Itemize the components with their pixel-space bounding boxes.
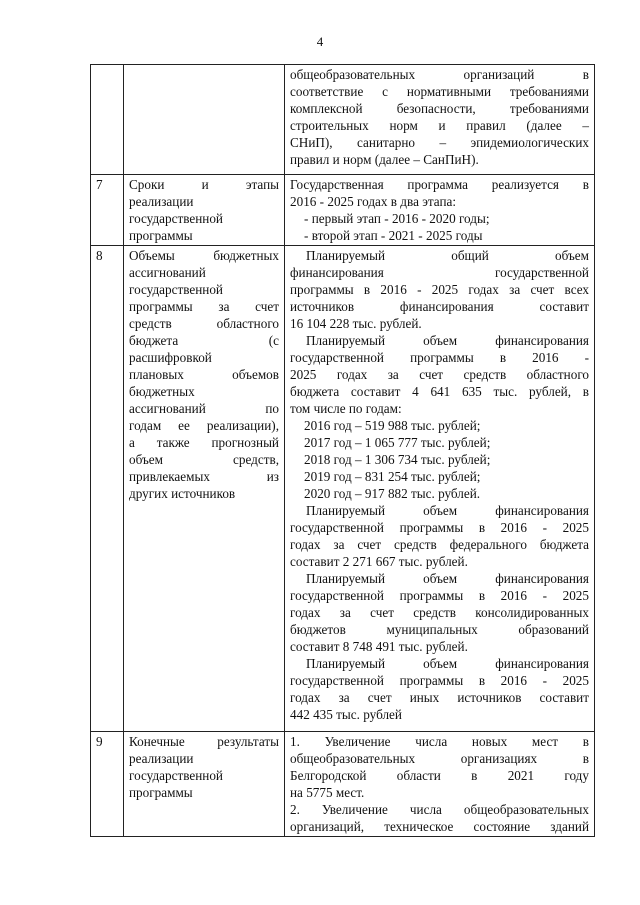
name-line: Объемы бюджетных: [129, 248, 279, 263]
content-line: 2020 год – 917 882 тыс. рублей.: [304, 486, 481, 501]
content-line: Планируемый объем финансирования: [306, 656, 589, 671]
name-line: ассигнований: [129, 265, 206, 280]
content-line: 2016 - 2025 годах в два этапа:: [290, 194, 457, 209]
content-line: 2019 год – 831 254 тыс. рублей;: [304, 469, 481, 484]
content-line: общеобразовательных организаций в: [290, 67, 589, 82]
content-line: программы в 2016 - 2025 годах за счет всех: [290, 282, 589, 297]
content-line: на 5775 мест.: [290, 785, 365, 800]
content-line: бюджета составит 4 641 635 тыс. рублей, в: [290, 384, 589, 399]
content-line: 442 435 тыс. рублей: [290, 707, 402, 722]
content-line: государственной программы в 2016 - 2025: [290, 588, 589, 603]
content-line: 2017 год – 1 065 777 тыс. рублей;: [304, 435, 491, 450]
content-line: источников финансирования составит: [290, 299, 589, 314]
content-line: государственной программы в 2016 - 2025: [290, 520, 589, 535]
name-line: Конечные результаты: [129, 734, 279, 749]
content-line: годах за счет средств федерального бюджета: [290, 537, 589, 552]
name-line: расшифровкой: [129, 350, 212, 365]
row-content-cell: [285, 65, 595, 175]
content-line: государственной программы в 2016 - 2025: [290, 673, 589, 688]
content-line: годах за счет средств консолидированных: [290, 605, 589, 620]
table-row-continued: [91, 65, 595, 175]
row-content-cell: [285, 732, 595, 837]
row-content-cell: [285, 246, 595, 732]
content-line: 1. Увеличение числа новых мест в: [290, 734, 589, 749]
name-line: годам ее реализации),: [129, 418, 279, 433]
name-line: государственной: [129, 282, 223, 297]
row-name-cell: [124, 175, 285, 246]
content-line: правил и норм (далее – СанПиН).: [290, 152, 479, 167]
name-line: других источников: [129, 486, 236, 501]
row-name-cell: [124, 732, 285, 837]
row-name-cell: [124, 65, 285, 175]
content-line: бюджетов муниципальных образований: [290, 622, 589, 637]
content-line: СНиП), санитарно – эпидемиологических: [290, 135, 589, 150]
content-line: Планируемый объем финансирования: [306, 503, 589, 518]
content-line: финансирования государственной: [290, 265, 589, 280]
name-line: государственной: [129, 211, 223, 226]
name-line: привлекаемых из: [129, 469, 279, 484]
content-line: комплексной безопасности, требованиями: [290, 101, 589, 116]
content-line: государственной программы в 2016 -: [290, 350, 589, 365]
name-line: Сроки и этапы: [129, 177, 279, 192]
content-line: Планируемый объем финансирования: [306, 333, 589, 348]
content-line: строительных норм и правил (далее –: [290, 118, 589, 133]
name-line: средств областного: [129, 316, 279, 331]
name-line: бюджета (с: [129, 333, 279, 348]
content-line: составит 2 271 667 тыс. рублей.: [290, 554, 468, 569]
content-line: годах за счет иных источников составит: [290, 690, 589, 705]
row-content-cell: [285, 175, 595, 246]
name-line: реализации: [129, 194, 194, 209]
content-line: Планируемый объем финансирования: [306, 571, 589, 586]
row-number-cell: 8: [91, 246, 124, 732]
content-line: соответствие с нормативными требованиями: [290, 84, 589, 99]
table-row-7: [91, 175, 595, 246]
row-number-cell: 7: [91, 175, 124, 246]
content-line: - второй этап - 2021 - 2025 годы: [304, 228, 483, 243]
name-line: бюджетных: [129, 384, 195, 399]
content-line: 16 104 228 тыс. рублей.: [290, 316, 422, 331]
name-line: программы: [129, 785, 193, 800]
table-row-8: [91, 246, 595, 732]
name-line: программы за счет: [129, 299, 279, 314]
name-line: а также прогнозный: [129, 435, 279, 450]
content-line: 2018 год – 1 306 734 тыс. рублей;: [304, 452, 491, 467]
content-line: 2016 год – 519 988 тыс. рублей;: [304, 418, 481, 433]
content-line: - первый этап - 2016 - 2020 годы;: [304, 211, 490, 226]
content-line: том числе по годам:: [290, 401, 402, 416]
row-number-cell: [91, 65, 124, 175]
content-line: организаций, техническое состояние зданий: [290, 819, 589, 834]
name-line: реализации: [129, 751, 194, 766]
name-line: программы: [129, 228, 193, 243]
table-row-9: [91, 732, 595, 837]
content-line: 2. Увеличение числа общеобразовательных: [290, 802, 589, 817]
content-line: Планируемый общий объем: [306, 248, 589, 263]
content-line: Государственная программа реализуется в: [290, 177, 589, 192]
name-line: плановых объемов: [129, 367, 279, 382]
content-line: общеобразовательных организациях в: [290, 751, 589, 766]
program-passport-table: [90, 64, 595, 837]
content-line: 2025 годах за счет средств областного: [290, 367, 589, 382]
page-number: 4: [316, 34, 324, 49]
content-line: составит 8 748 491 тыс. рублей.: [290, 639, 468, 654]
name-line: объем средств,: [129, 452, 279, 467]
content-line: Белгородской области в 2021 году: [290, 768, 589, 783]
name-line: государственной: [129, 768, 223, 783]
name-line: ассигнований по: [129, 401, 279, 416]
row-number-cell: 9: [91, 732, 124, 837]
row-name-cell: [124, 246, 285, 732]
